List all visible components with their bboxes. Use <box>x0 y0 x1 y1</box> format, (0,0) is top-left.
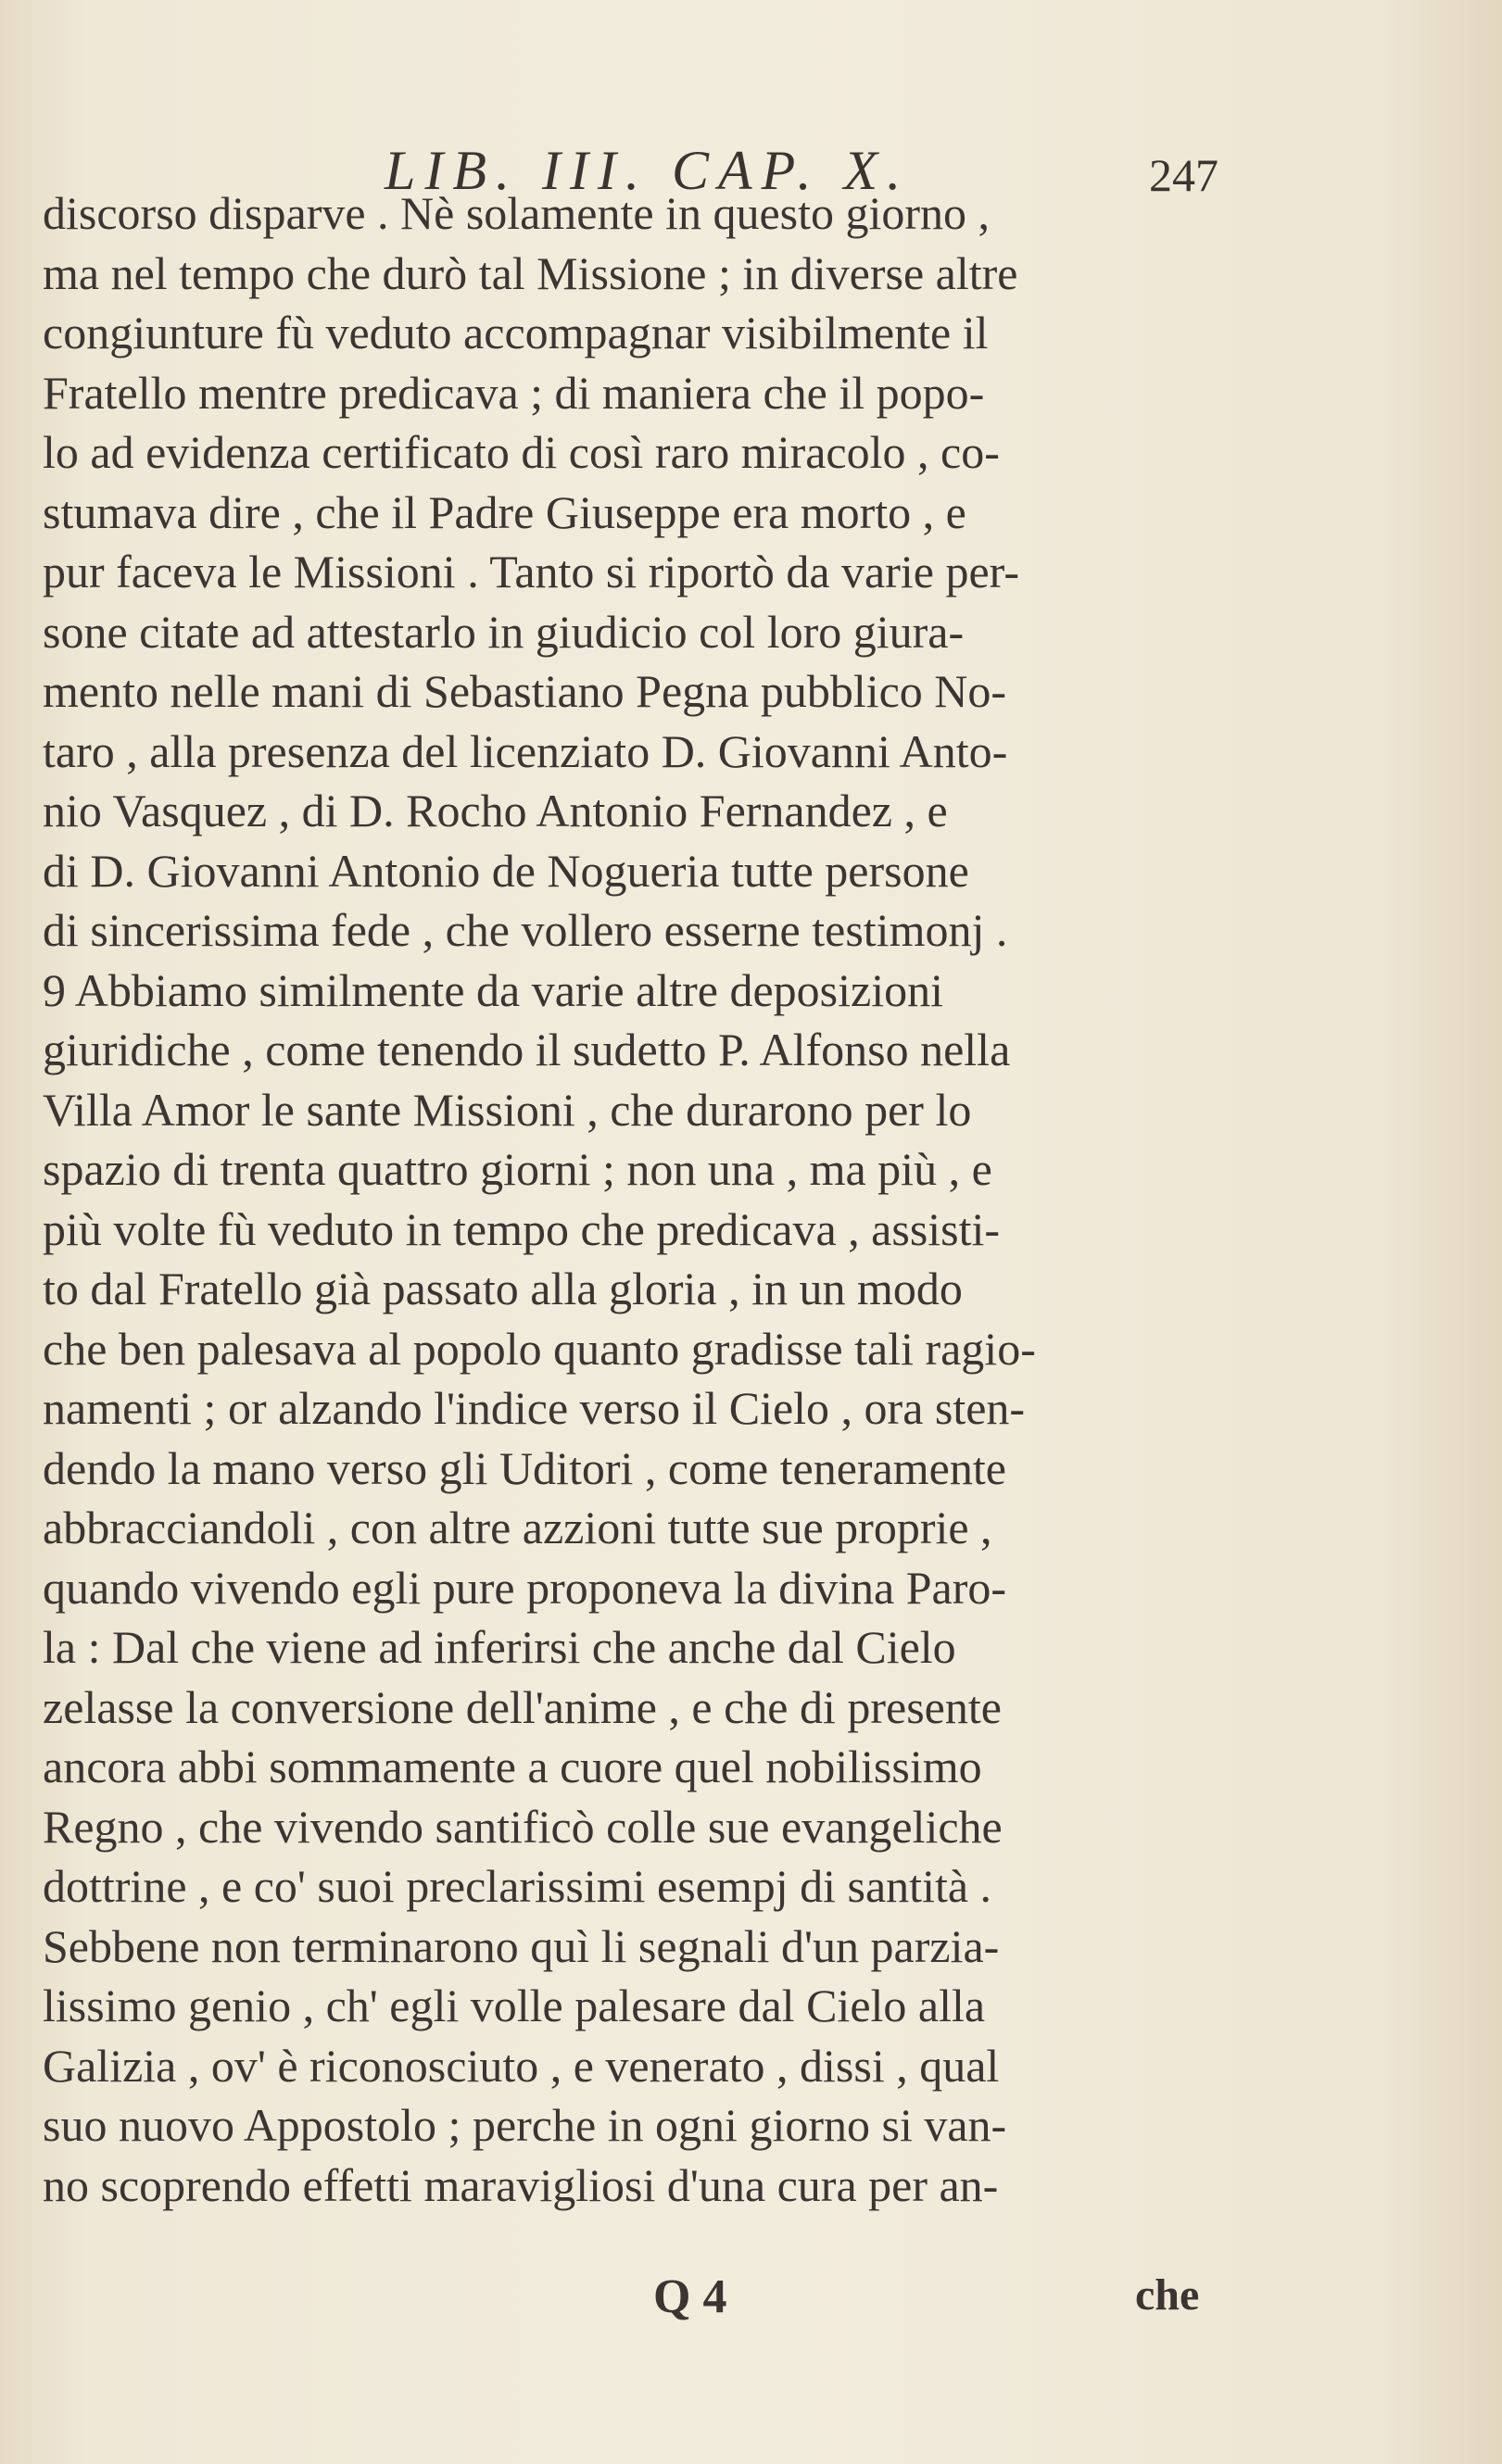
text-line: più volte fù veduto in tempo che predicava , assisti- <box>43 1202 1001 1255</box>
text-line: la : Dal che viene ad inferirsi che anche dal Cielo <box>43 1621 956 1673</box>
text-line: no scoprendo effetti maravigliosi d'una cura per an- <box>43 2158 999 2211</box>
text-line: Sebbene non terminarono quì li segnali d'un parzia- <box>43 1919 1000 1972</box>
text-line: pur faceva le Missioni . Tanto si riportò da varie per- <box>43 546 1019 597</box>
catchword: che <box>1135 2270 1200 2319</box>
text-line: dottrine , e co' suoi preclarissimi esempj di santità . <box>43 1860 992 1912</box>
paragraph-start-line: 9 Abbiamo similmente da varie altre deposizioni <box>43 963 943 1016</box>
text-line: quando vivendo egli pure proponeva la divina Paro- <box>43 1561 1006 1614</box>
body-text <box>43 183 1303 2215</box>
text-line: di sincerissima fede , che vollero esserne testimonj . <box>43 904 1008 956</box>
text-line: taro , alla presenza del licenziato D. Giovanni Anto- <box>43 724 1008 777</box>
text-line: spazio di trenta quattro giorni ; non una , ma più , e <box>43 1143 992 1195</box>
signature-mark: Q 4 <box>653 2270 727 2323</box>
text-line: Fratello mentre predicava ; di maniera che il popo- <box>43 366 985 419</box>
text-line: nio Vasquez , di D. Rocho Antonio Fernandez , e <box>43 785 948 836</box>
text-line: di D. Giovanni Antonio de Nogueria tutte persone <box>43 844 969 897</box>
text-line: ancora abbi sommamente a cuore quel nobilissimo <box>43 1741 982 1792</box>
page-number: 247 <box>1149 149 1218 201</box>
text-line: Regno , che vivendo santificò colle sue evangeliche <box>43 1800 1003 1853</box>
text-line: discorso disparve . Nè solamente in questo giorno , <box>43 187 991 239</box>
text-line: lo ad evidenza certificato di così raro miracolo , co- <box>43 426 1000 478</box>
text-line: abbracciandoli , con altre azzioni tutte sue proprie , <box>43 1502 992 1553</box>
text-line: mento nelle mani di Sebastiano Pegna pubblico No- <box>43 665 1007 717</box>
text-line: Galizia , ov' è riconosciuto , e venerato , dissi , qual <box>43 2039 1000 2092</box>
text-line: stumava dire , che il Padre Giuseppe era morto , e <box>43 485 966 538</box>
text-line: dendo la mano verso gli Uditori , come teneramente <box>43 1441 1006 1494</box>
running-title: LIB. III. CAP. X. <box>385 140 911 201</box>
text-line: che ben palesava al popolo quanto gradisse tali ragio- <box>43 1322 1036 1375</box>
text-line: zelasse la conversione dell'anime , e che di presente <box>43 1680 1002 1733</box>
text-line: sone citate ad attestarlo in giudicio col loro giura- <box>43 605 965 658</box>
text-line: namenti ; or alzando l'indice verso il Cielo , ora sten- <box>43 1382 1026 1434</box>
text-line: to dal Fratello già passato alla gloria , in un modo <box>43 1263 963 1314</box>
text-line: ma nel tempo che durò tal Missione ; in diverse altre <box>43 246 1018 299</box>
text-line: giuridiche , come tenendo il sudetto P. Alfonso nella <box>43 1024 1011 1075</box>
page-footer <box>0 2269 1502 2334</box>
text-line: lissimo genio , ch' egli volle palesare dal Cielo alla <box>43 1980 986 2031</box>
text-line: Villa Amor le sante Missioni , che durarono per lo <box>43 1083 972 1136</box>
text-line: congiunture fù veduto accompagnar visibilmente il <box>43 307 989 358</box>
text-line: suo nuovo Appostolo ; perche in ogni giorno si van- <box>43 2099 1007 2151</box>
